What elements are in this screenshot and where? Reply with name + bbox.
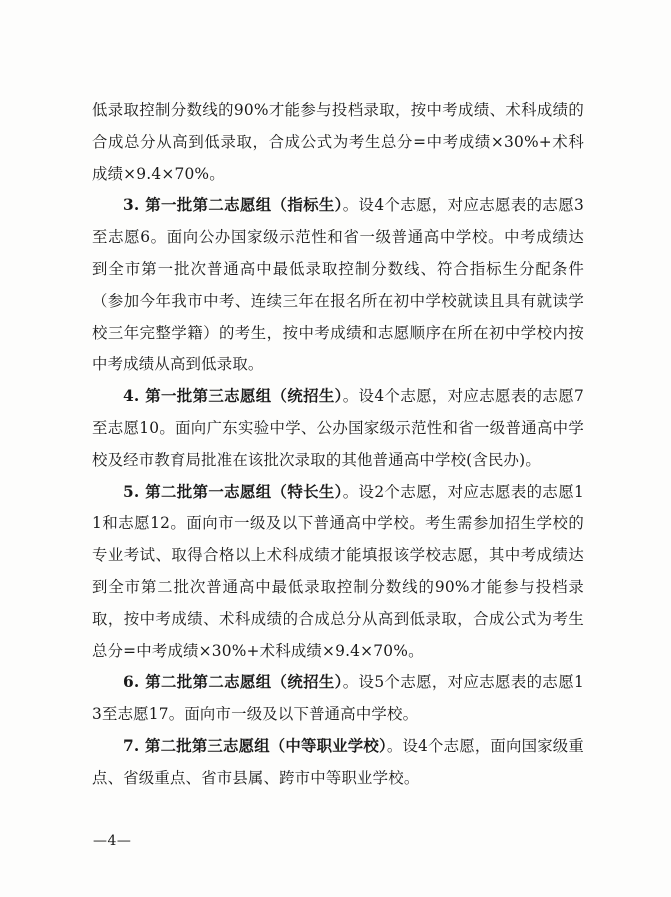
paragraph-item-4 xyxy=(92,381,584,476)
page-number: —4— xyxy=(93,833,132,849)
paragraph-item-3 xyxy=(92,190,584,381)
paragraph-heading: 3. 第一批第二志愿组（指标生） xyxy=(123,196,343,215)
paragraph-heading: 4. 第一批第三志愿组（统招生） xyxy=(123,387,343,406)
paragraph-heading: 5. 第二批第一志愿组（特长生） xyxy=(123,482,343,501)
paragraph-heading: 6. 第二批第二志愿组（统招生） xyxy=(123,673,343,692)
paragraph-item-6 xyxy=(92,667,584,731)
paragraph-item-5 xyxy=(92,477,584,668)
paragraph-text: 低录取控制分数线的90%才能参与投档录取，按中考成绩、术科成绩的合成总分从高到低录取，合成公式为考生总分=中考成绩×30%+术科成绩×9.4×70%。 xyxy=(92,101,584,183)
paragraph-heading: 7. 第二批第三志愿组（中等职业学校） xyxy=(123,736,387,755)
paragraph-text: 。设4个志愿，对应志愿表的志愿3至志愿6。面向公办国家级示范性和省一级普通高中学校。中考成绩达到全市第一批次普通高中最低录取控制分数线、符合指标生分配条件（参加今年我市中考、连续三年在报名所在初中学校就读且具有就读学校三年完整学籍）的考生，按中考成绩和志愿顺序在所在初中学校内按中考成绩从高到低录取。 xyxy=(92,196,584,374)
paragraph-text: 。设4个志愿，对应志愿表的志愿7至志愿10。面向广东实验中学、公办国家级示范性和省一级普通高中学校及经市教育局批准在该批次录取的其他普通高中学校(含民办)。 xyxy=(92,387,584,469)
paragraph-text: 。设5个志愿，对应志愿表的志愿13至志愿17。面向市一级及以下普通高中学校。 xyxy=(92,673,584,724)
paragraph-item-7 xyxy=(92,731,584,795)
paragraph-continuation xyxy=(92,95,584,190)
document-body xyxy=(92,95,584,795)
paragraph-text: 。设4个志愿，面向国家级重点、省级重点、省市县属、跨市中等职业学校。 xyxy=(92,736,584,787)
paragraph-text: 。设2个志愿，对应志愿表的志愿11和志愿12。面向市一级及以下普通高中学校。考生需参加招生学校的专业考试、取得合格以上术科成绩才能填报该学校志愿，其中考成绩达到全市第二批次普通高中最低录取控制分数线的90%才能参与投档录取，按中考成绩、术科成绩的合成总分从高到低录取，合成公式为考生总分=中考成绩×30%+术科成绩×9.4×70%。 xyxy=(92,482,584,660)
